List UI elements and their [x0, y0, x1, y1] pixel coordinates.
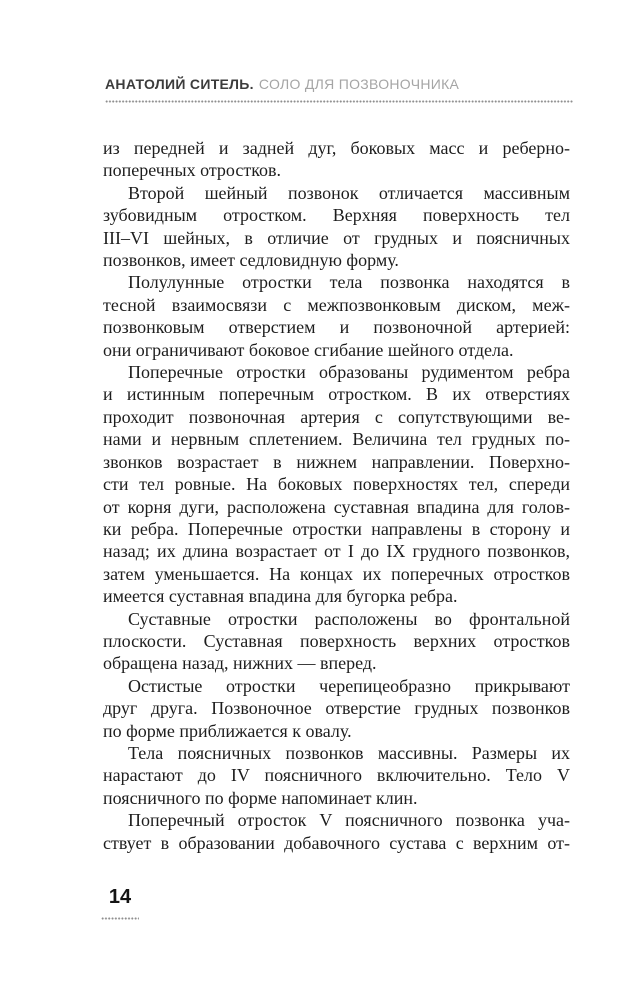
running-head-book-title: СОЛО ДЛЯ ПОЗВОНОЧНИКА [258, 76, 460, 92]
text-line: затем уменьшается. На концах их поперечных отростков [103, 563, 570, 584]
page-number: 14 [108, 886, 132, 908]
text-line: сти тел ровные. На боковых поверхностях тел, спереди [103, 474, 570, 495]
paragraph [103, 742, 570, 809]
text-line: имеется суставная впадина для бугорка ребра. [103, 586, 458, 607]
text-line: по форме приближается к овалу. [103, 720, 352, 741]
text-line: друг друга. Позвоночное отверстие грудных позвонков [103, 698, 570, 719]
text-line: звонков возрастает в нижнем направлении. Поверхно- [103, 451, 570, 472]
paragraph [103, 608, 570, 675]
text-line: Поперечные отростки образованы рудиментом ребра [128, 362, 570, 383]
text-line: ствует в образовании добавочного сустава с верхним от- [103, 832, 570, 853]
text-line: от корня дуги, расположена суставная впадина для голов- [103, 496, 570, 517]
text-line: из передней и задней дуг, боковых масс и реберно- [103, 138, 570, 158]
text-line: они ограничивают боковое сгибание шейного отдела. [103, 339, 514, 360]
paragraph [103, 271, 570, 361]
text-line: Остистые отростки черепицеобразно прикрывают [128, 675, 570, 696]
paragraph [103, 809, 570, 854]
text-line: Тела поясничных позвонков массивны. Размеры их [128, 742, 570, 763]
text-line: зубовидным отростком. Верхняя поверхность тел [103, 205, 570, 226]
text-line: Поперечный отросток V поясничного позвонка уча- [128, 810, 570, 831]
text-line: тесной взаимосвязи с межпозвонковым диском, меж- [103, 294, 570, 315]
body-text [103, 137, 570, 854]
paragraph [103, 137, 570, 182]
text-line: проходит позвоночная артерия с сопутствующими ве- [103, 406, 570, 427]
text-line: III–VI шейных, в отличие от грудных и поясничных [103, 227, 570, 248]
text-line: поперечных отростков. [103, 160, 282, 181]
text-line: Второй шейный позвонок отличается массивным [128, 182, 570, 203]
text-line: Суставные отростки расположены во фронтальной [128, 608, 570, 629]
paragraph [103, 675, 570, 742]
header-dotted-rule [105, 100, 573, 103]
running-head [105, 76, 575, 92]
text-line: обращена назад, нижних — вперед. [103, 653, 377, 674]
paragraph [103, 361, 570, 607]
text-line: позвонковым отверстием и позвоночной артерией: [103, 317, 570, 338]
text-line: плоскости. Суставная поверхность верхних отростков [103, 630, 570, 651]
text-line: Полулунные отростки тела позвонка находятся в [128, 272, 570, 293]
paragraph [103, 182, 570, 272]
text-line: и истинным поперечным отростком. В их отверстиях [103, 384, 570, 405]
text-line: назад; их длина возрастает от I до IX грудного позвонков, [103, 541, 570, 562]
text-line: нами и нервным сплетением. Величина тел грудных по- [103, 429, 570, 450]
text-line: нарастают до IV поясничного включительно. Тело V [103, 765, 570, 786]
text-line: поясничного по форме напоминает клин. [103, 787, 418, 808]
text-line: ки ребра. Поперечные отростки направлены в сторону и [103, 518, 570, 539]
running-head-author: АНАТОЛИЙ СИТЕЛЬ. [105, 76, 254, 92]
footer-dotted-rule [101, 917, 139, 920]
text-line: позвонков, имеет седловидную форму. [103, 250, 399, 271]
